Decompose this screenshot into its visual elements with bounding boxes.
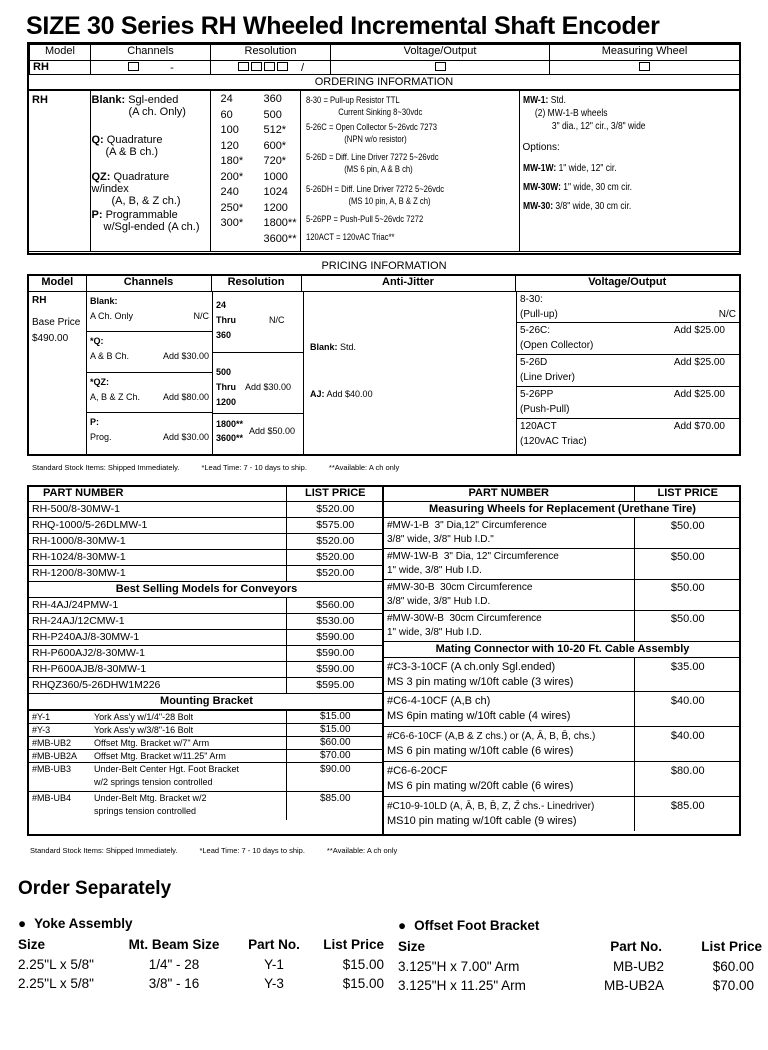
config-voltage-cell [331,61,550,75]
ordering-section [27,42,741,255]
resolution-checkbox-2[interactable] [251,62,262,71]
voltage-option-8-30: 8-30 = Pull-up Resistor TTL Current Sinking 8~30vdc [305,95,422,117]
wheel-option-mw30w: MW-30W: 1" wide, 30 cm cir. [522,182,632,193]
table-row: #C6-6-20CF MS 6 pin mating w/20ft cable (6 wires) $80.00 [384,761,741,796]
table-row: RH-P600AJB/8-30MW-1 $590.00 [29,661,384,677]
left-header-part: PART NUMBER [29,487,286,501]
offset-heading: ● Offset Foot Bracket [398,918,539,933]
resolution-checkbox-4[interactable] [277,62,288,71]
table-row: 2.25"L x 5/8" 1/4" - 28 Y-1 $15.00 [18,957,384,972]
pricing-channel-blank: Blank: A Ch. Only N/C [87,292,212,332]
resolution-column-2: 360 500 512* 600* 720* 1000 1024 1200 1800** 3600** [263,93,297,245]
mounting-table [29,710,384,821]
config-dash: - [170,62,174,74]
pricing-res-24-360: 24 Thru 360 N/C [213,292,303,353]
offset-header-size: Size [398,939,426,954]
pricing-heading: PRICING INFORMATION [321,260,447,272]
pricing-table [29,276,739,292]
offset-header-price: List Price [701,939,762,954]
config-slash: / [300,62,305,74]
pricing-channel-qz: *QZ: A, B & Z Ch. Add $80.00 [87,373,212,413]
wheel-checkbox[interactable] [639,62,650,71]
config-header-resolution: Resolution [211,45,331,61]
table-row: #C3-3-10CF (A ch.only Sgl.ended) MS 3 pin mating w/10ft cable (3 wires) $35.00 [384,657,741,691]
best-selling-heading: Best Selling Models for Conveyors [29,581,384,597]
resolution-column-1: 24 60 100 120 180* 200* 240 250* 300* [220,93,244,229]
voltage-option-5-26c: 5-26C = Open Collector 5~26vdc 7273 (NPN w/o resistor) [305,122,437,144]
config-header-channels: Channels [91,45,211,61]
pricing-header-resolution: Resolution [211,276,301,291]
config-header-voltage: Voltage/Output [331,45,550,61]
pricing-aj: AJ: Add $40.00 [310,388,373,399]
table-row: #C10-9-10LD (A, Ā, B, B̄, Z, Z̄ chs.- Linedriver) MS10 pin mating w/10ft cable (9 wires) $85.00 [384,796,741,831]
table-row: #C6-4-10CF (A,B ch) MS 6pin mating w/10ft cable (4 wires) $40.00 [384,691,741,726]
mating-heading: Mating Connector with 10-20 Ft. Cable Assembly [384,641,741,657]
wheel-option-mw1: MW-1: Std. (2) MW-1-B wheels 3" dia., 12" cir., 3/8" wide [522,95,646,132]
table-row: RH-1200/8-30MW-1 $520.00 [29,565,384,581]
pricing-volt-120act: 120ACT (120vAC Triac) Add $70.00 [520,420,725,447]
pricing-voltage [517,292,739,449]
channel-option-q: Q: Quadrature (A & B ch.) [91,134,163,158]
offset-table [398,939,762,997]
page-title: SIZE 30 Series RH Wheeled Incremental Shaft Encoder [26,12,660,40]
resolution-checkbox-1[interactable] [238,62,249,71]
table-row: RHQZ360/5-26DHW1M226 $595.00 [29,677,384,693]
table-row: 2.25"L x 5/8" 3/8" - 16 Y-3 $15.00 [18,976,384,991]
right-parts-table [384,487,741,831]
yoke-header-beam: Mt. Beam Size [128,937,220,952]
yoke-table [18,937,384,995]
config-header-model: Model [30,45,91,61]
wheel-option-mw30: MW-30: 3/8" wide, 30 cm cir. [522,201,631,212]
pricing-section [27,274,741,456]
pricing-res-1800-3600: 1800** 3600** Add $50.00 [216,418,296,443]
table-row: RH-1000/8-30MW-1 $520.00 [29,533,384,549]
table-row: #MB-UB2 Offset Mtg. Bracket w/7" Arm $60.00 [29,736,384,749]
ordering-voltage [300,91,519,252]
table-row: RH-P240AJ/8-30MW-1 $590.00 [29,629,384,645]
ordering-resolution [210,91,300,252]
mounting-heading: Mounting Bracket [29,693,384,709]
ordering-wheel [519,91,739,252]
pricing-header-voltage: Voltage/Output [515,276,739,291]
config-wheel-cell [550,61,740,75]
wheel-options-label: Options: [522,142,560,153]
ordering-table [29,90,739,252]
parts-notes: Standard Stock Items: Shipped Immediately. *Lead Time: 7 - 10 days to ship. **Available: A ch only [30,846,398,855]
table-row: RH-1024/8-30MW-1 $520.00 [29,549,384,565]
config-header-wheel: Measuring Wheel [550,45,740,61]
pricing-channel-q: *Q: A & B Ch. Add $30.00 [87,332,212,373]
table-row: #MW-30W-B 30cm Circumference 1" wide, 3/8" Hub I.D. $50.00 [384,610,741,641]
table-row: 3.125"H x 7.00" Arm MB-UB2 $60.00 [398,959,754,974]
right-header-part: PART NUMBER [384,487,634,501]
order-separately-heading: Order Separately [18,878,172,899]
yoke-header-part: Part No. [248,937,300,952]
table-row: #MB-UB3 Under-Belt Center Hgt. Foot Bracket w/2 springs tension controlled $90.00 [29,762,384,791]
pricing-volt-5-26pp: 5-26PP (Push-Pull) Add $25.00 [517,387,739,419]
pricing-volt-5-26c: 5-26C: (Open Collector) Add $25.00 [517,323,739,355]
left-header-price: LIST PRICE [286,487,384,501]
table-row: RH-500/8-30MW-1 $520.00 [29,501,384,517]
voltage-checkbox[interactable] [435,62,446,71]
left-parts-table [29,487,384,710]
voltage-option-5-26pp: 5-26PP = Push-Pull 5~26vdc 7272 [305,214,423,224]
resolution-checkbox-3[interactable] [264,62,275,71]
voltage-option-5-26d: 5-26D = Diff. Line Driver 7272 5~26vdc (MS 6 pin, A & B ch) [305,152,439,174]
pricing-model: RH Base Price $490.00 [32,294,81,344]
pricing-aj-blank: Blank: Std. [310,341,357,352]
ordering-heading: ORDERING INFORMATION [29,75,739,90]
right-parts-section [382,485,741,836]
table-row: RH-4AJ/24PMW-1 $560.00 [29,597,384,613]
right-header-price: LIST PRICE [634,487,741,501]
config-channels-cell [91,61,211,75]
wheel-option-mw1w: MW-1W: 1" wide, 12" cir. [522,163,617,174]
table-row: #MW-30-B 30cm Circumference 3/8" wide, 3/8" Hub I.D. $50.00 [384,579,741,610]
pricing-channel-p: P: Prog. Add $30.00 [90,416,209,442]
voltage-option-120act: 120ACT = 120vAC Triac** [305,232,395,242]
pricing-header-model: Model [29,276,86,291]
ordering-model: RH [29,91,90,252]
pricing-header-channels: Channels [86,276,211,291]
pricing-volt-5-26d: 5-26D (Line Driver) Add $25.00 [517,355,739,387]
config-model: RH [30,61,91,75]
wheels-heading: Measuring Wheels for Replacement (Urethane Tire) [384,501,741,517]
pricing-body [29,292,739,455]
yoke-heading: ● Yoke Assembly [18,916,132,931]
yoke-header-size: Size [18,937,46,952]
table-row: RH-24AJ/12CMW-1 $530.00 [29,613,384,629]
table-row: RH-P600AJ2/8-30MW-1 $590.00 [29,645,384,661]
config-table [29,44,740,75]
table-row: 3.125"H x 11.25" Arm MB-UB2A $70.00 [398,978,754,993]
table-row: RHQ-1000/5-26DLMW-1 $575.00 [29,517,384,533]
channels-checkbox[interactable] [128,62,139,71]
table-row: #Y-1 York Ass'y w/1/4"-28 Bolt $15.00 [29,710,384,723]
table-row: #MW-1W-B 3" Dia, 12" Circumference 1" wide, 3/8" Hub I.D. $50.00 [384,548,741,579]
offset-header-part: Part No. [610,939,662,954]
pricing-res-500-1200: 500 Thru 1200 Add $30.00 [213,353,303,414]
table-row: #MW-1-B 3" Dia,12" Circumference 3/8" wide, 3/8" Hub I.D." $50.00 [384,517,741,548]
table-row: #Y-3 York Ass'y w/3/8"-16 Bolt $15.00 [29,723,384,736]
ordering-channels [90,91,210,252]
table-row: #MB-UB4 Under-Belt Mtg. Bracket w/2 springs tension controlled $85.00 [29,791,384,820]
channel-option-blank: Blank: Sgl-ended (A ch. Only) [91,94,186,118]
left-parts-section [27,485,384,836]
channel-option-qz: QZ: Quadrature w/index (A, B, & Z ch.) [91,171,181,207]
pricing-header-antijitter: Anti-Jitter [301,276,515,291]
channel-option-p: P: Programmable w/Sgl-ended (A ch.) [91,209,200,233]
pricing-volt-8-30: 8-30: (Pull-up) N/C [517,292,739,323]
pricing-channels [87,292,212,453]
table-row: #MB-UB2A Offset Mtg. Bracket w/11.25" Arm $70.00 [29,749,384,762]
table-row: #C6-6-10CF (A,B & Z chs.) or (A, Ā, B, B̄, chs.) MS 6 pin mating w/10ft cable (6 wires) $40.00 [384,726,741,761]
yoke-header-price: List Price [323,937,384,952]
voltage-option-5-26dh: 5-26DH = Diff. Line Driver 7272 5~26vdc (MS 10 pin, A, B & Z ch) [305,184,444,206]
pricing-notes: Standard Stock Items: Shipped Immediately. *Lead Time: 7 - 10 days to ship. **Available: A ch only [32,463,400,472]
pricing-resolution [213,292,303,448]
config-resolution-cell [211,61,331,75]
